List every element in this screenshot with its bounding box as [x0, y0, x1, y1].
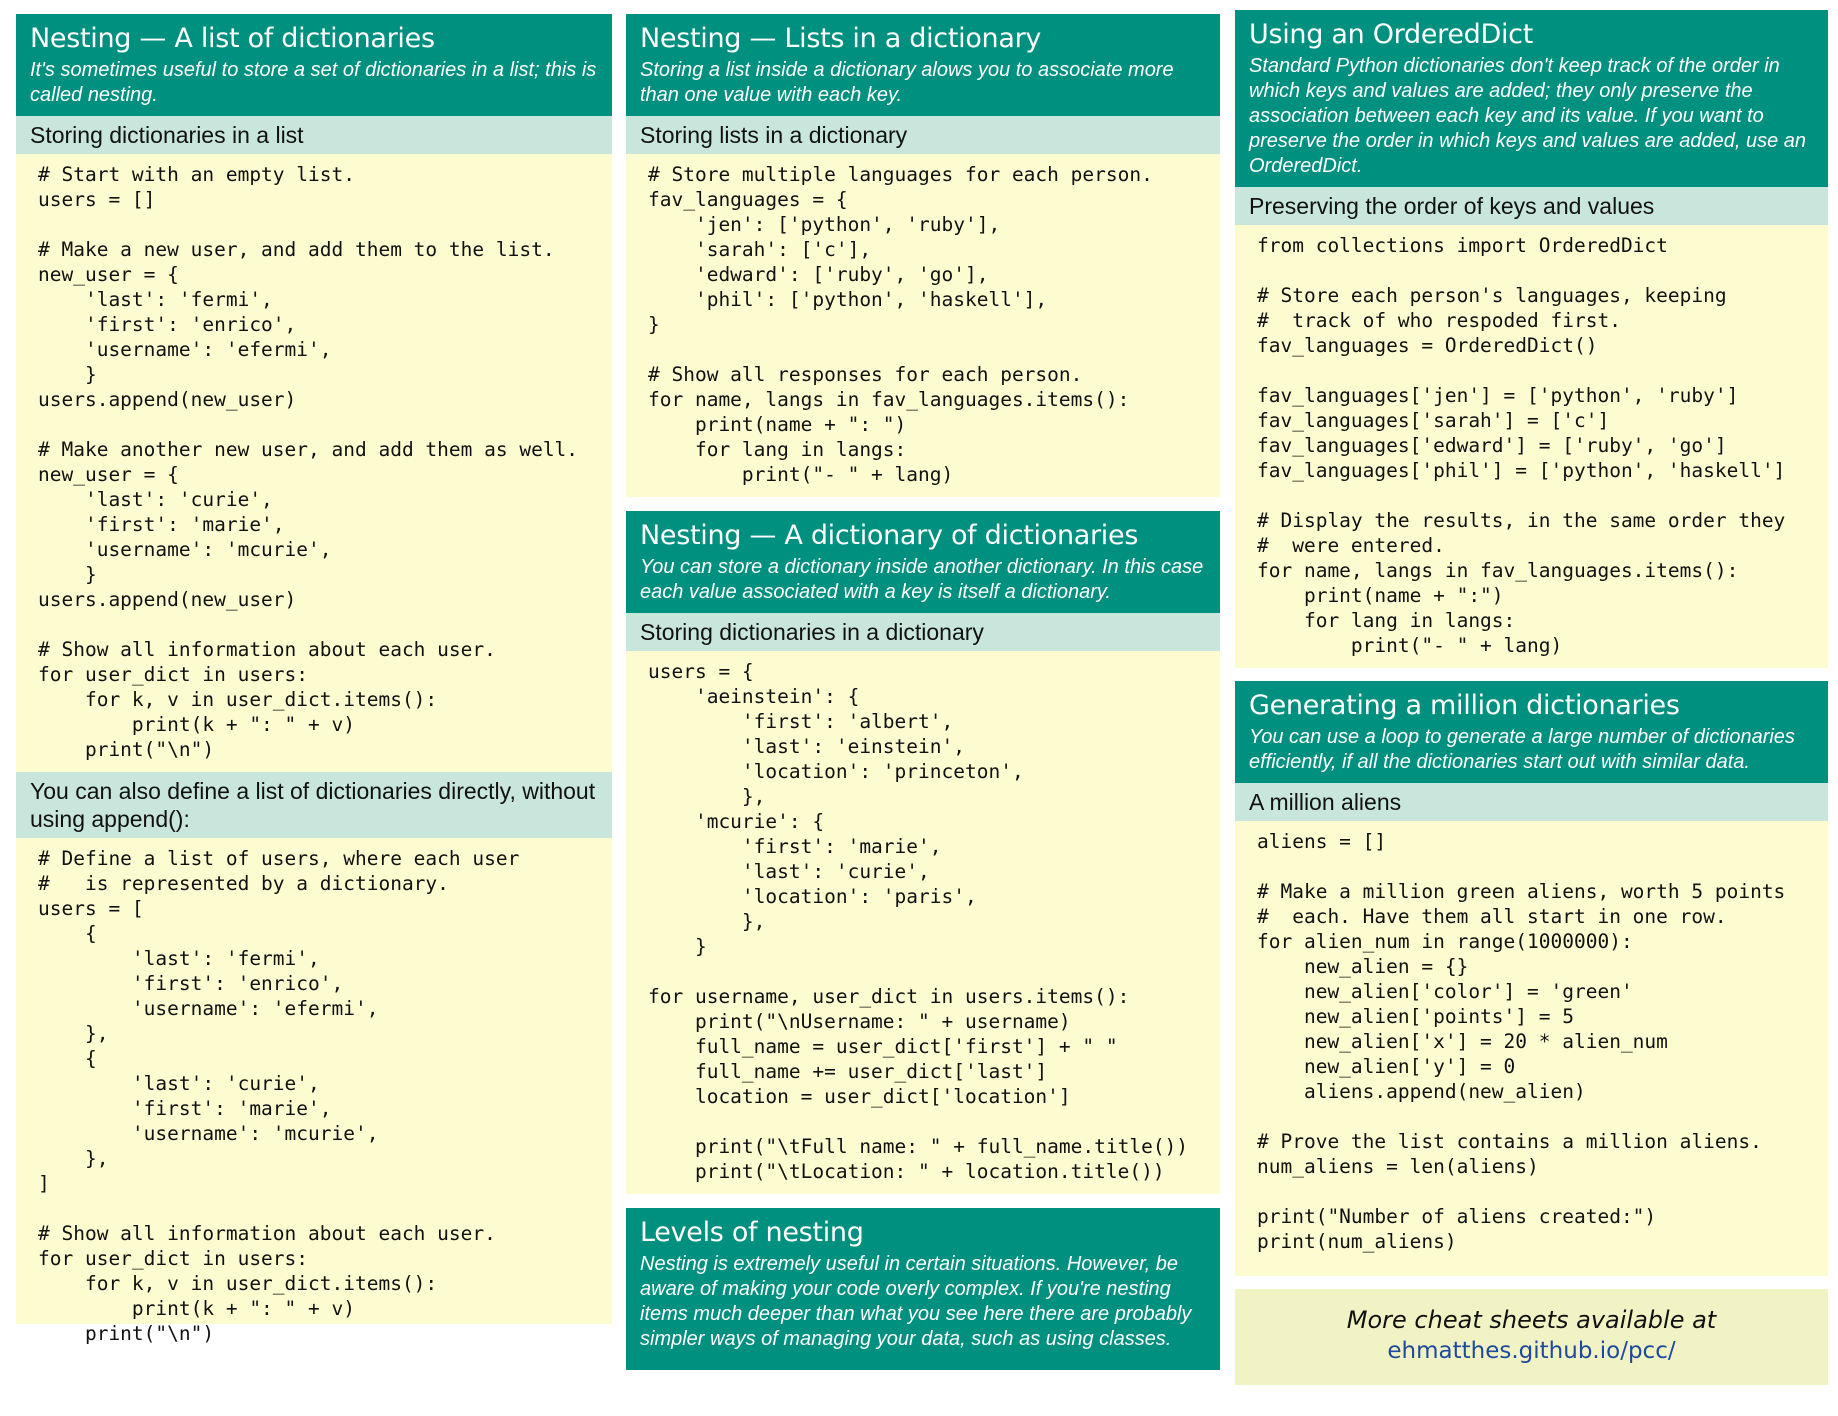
footer-text: More cheat sheets available at [1346, 1306, 1717, 1334]
code-block: aliens = [] # Make a million green aliens, worth 5 points # each. Have them all start in one row. for alien_num in range(1000000): new_alien = {} new_alien['color'] = 'green' new_alien['points'] = 5 new_alien['x'] = 20 * alien_num new_alien['y'] = 0 aliens.append(new_alien) # Prove the list contains a million aliens. num_aliens = len(aliens) print("Number of aliens created:") print(num_aliens) [1235, 821, 1828, 1276]
section-intro: Standard Python dictionaries don't keep track of the order in which keys and values are added; they only preserve the association between each key and its value. If you want to preserve the order in which keys and values are added, use an OrderedDict. [1249, 55, 1807, 177]
section-intro: You can store a dictionary inside another dictionary. In this case each value associated with a key is itself a dictionary. [640, 556, 1204, 603]
section-header [626, 14, 1220, 116]
section-intro: Nesting is extremely useful in certain situations. However, be aware of making your code overly complex. If you're nesting items much deeper than what you see here there are probably simpler ways of managing your data, such as using classes. [640, 1253, 1192, 1350]
subheading: You can also define a list of dictionaries directly, without using append(): [16, 772, 612, 838]
subheading: Storing dictionaries in a list [16, 116, 612, 154]
section-list-of-dicts [16, 14, 612, 1345]
section-intro: Storing a list inside a dictionary alows you to associate more than one value with each key. [640, 59, 1174, 106]
section-intro: You can use a loop to generate a large number of dictionaries efficiently, if all the dictionaries start out with similar data. [1249, 726, 1795, 773]
section-header [626, 511, 1220, 613]
section-header [1235, 10, 1828, 187]
section-dict-of-dicts [626, 511, 1220, 1194]
section-title: Levels of nesting [640, 1217, 864, 1248]
section-title: Using an OrderedDict [1249, 19, 1534, 50]
code-block: users = { 'aeinstein': { 'first': 'albert', 'last': 'einstein', 'location': 'princeton', }, 'mcurie': { 'first': 'marie', 'last': 'curie', 'location': 'paris', }, } for username, user_dict in users.items(): print("\nUsername: " + username) full_name = user_dict['first'] + " " full_name += user_dict['last'] location = user_dict['location'] print("\tFull name: " + full_name.title()) print("\tLocation: " + location.title()) [626, 651, 1220, 1194]
section-header [16, 14, 612, 116]
section-header [1235, 681, 1828, 783]
code-block: # Define a list of users, where each user # is represented by a dictionary. users = [ { 'last': 'fermi', 'first': 'enrico', 'username': 'efermi', }, { 'last': 'curie', 'first': 'marie', 'username': 'mcurie', }, ] # Show all information about each user. for user_dict in users: for k, v in user_dict.items(): print(k + ": " + v) print("\n") [16, 838, 612, 1324]
code-block: from collections import OrderedDict # Store each person's languages, keeping # track of who respoded first. fav_languages = OrderedDict() fav_languages['jen'] = ['python', 'ruby'] fav_languages['sarah'] = ['c'] fav_languages['edward'] = ['ruby', 'go'] fav_languages['phil'] = ['python', 'haskell'] # Display the results, in the same order they # were entered. for name, langs in fav_languages.items(): print(name + ":") for lang in langs: print("- " + lang) [1235, 225, 1828, 668]
section-levels-of-nesting [626, 1208, 1220, 1370]
section-million-dicts [1235, 681, 1828, 1276]
column-middle [626, 14, 1220, 1384]
footer-link[interactable]: ehmatthes.github.io/pcc/ [1387, 1338, 1676, 1364]
subheading: Storing lists in a dictionary [626, 116, 1220, 154]
code-block: # Store multiple languages for each person. fav_languages = { 'jen': ['python', 'ruby'], 'sarah': ['c'], 'edward': ['ruby', 'go'], 'phil': ['python', 'haskell'], } # Show all responses for each person. for name, langs in fav_languages.items(): print(name + ": ") for lang in langs: print("- " + lang) [626, 154, 1220, 497]
subheading: Storing dictionaries in a dictionary [626, 613, 1220, 651]
section-intro: It's sometimes useful to store a set of dictionaries in a list; this is called nesting. [30, 59, 597, 106]
section-title: Generating a million dictionaries [1249, 690, 1680, 721]
column-right [1235, 10, 1828, 1385]
subheading: Preserving the order of keys and values [1235, 187, 1828, 225]
section-ordered-dict [1235, 10, 1828, 668]
section-lists-in-dict [626, 14, 1220, 497]
more-cheat-sheets-footer [1235, 1289, 1828, 1385]
subheading: A million aliens [1235, 783, 1828, 821]
section-title: Nesting — A dictionary of dictionaries [640, 520, 1139, 551]
column-left [16, 14, 612, 1345]
section-header [626, 1208, 1220, 1370]
section-title: Nesting — Lists in a dictionary [640, 23, 1042, 54]
code-block: # Start with an empty list. users = [] # Make a new user, and add them to the list. new_user = { 'last': 'fermi', 'first': 'enrico', 'username': 'efermi', } users.append(new_user) # Make another new user, and add them as well. new_user = { 'last': 'curie', 'first': 'marie', 'username': 'mcurie', } users.append(new_user) # Show all information about each user. for user_dict in users: for k, v in user_dict.items(): print(k + ": " + v) print("\n") [16, 154, 612, 772]
section-title: Nesting — A list of dictionaries [30, 23, 435, 54]
